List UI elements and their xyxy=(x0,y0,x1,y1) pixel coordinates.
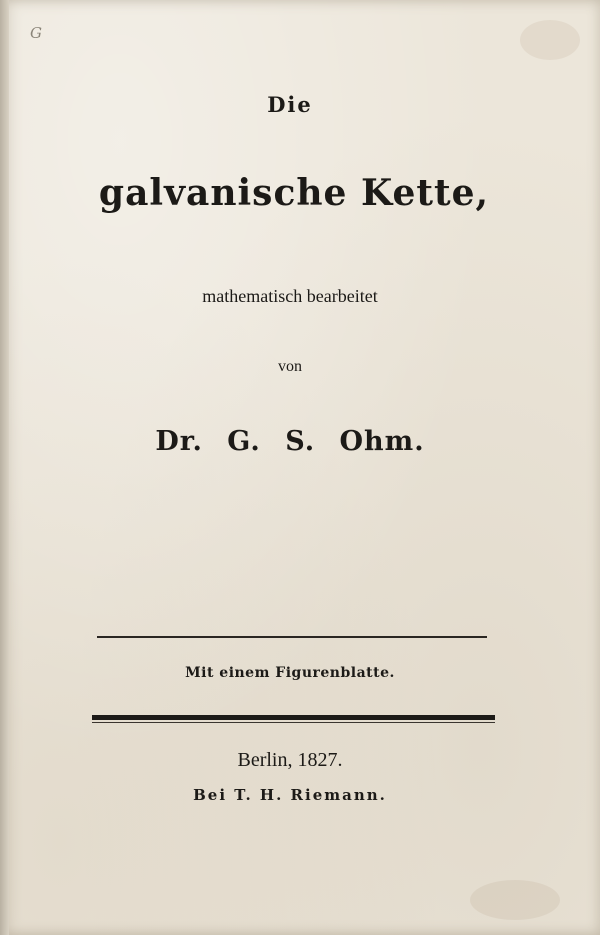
divider-rule-thick xyxy=(92,715,495,720)
author-name: Dr. G. S. Ohm. xyxy=(155,426,425,457)
figure-plate-note: Mit einem Figurenblatte. xyxy=(185,665,395,681)
divider-rule-thin xyxy=(97,636,487,638)
foxing-stain xyxy=(520,20,580,60)
main-title: galvanische Kette, xyxy=(98,172,490,214)
title-article: Die xyxy=(267,92,313,117)
imprint-publisher: Bei T. H. Riemann. xyxy=(193,786,387,804)
subtitle: mathematisch bearbeitet xyxy=(202,286,378,306)
margin-note: G xyxy=(30,24,42,42)
byline-von: von xyxy=(278,358,302,375)
divider-rule-hairline xyxy=(92,722,495,723)
foxing-stain xyxy=(470,880,560,920)
imprint-place-year: Berlin, 1827. xyxy=(237,749,343,771)
